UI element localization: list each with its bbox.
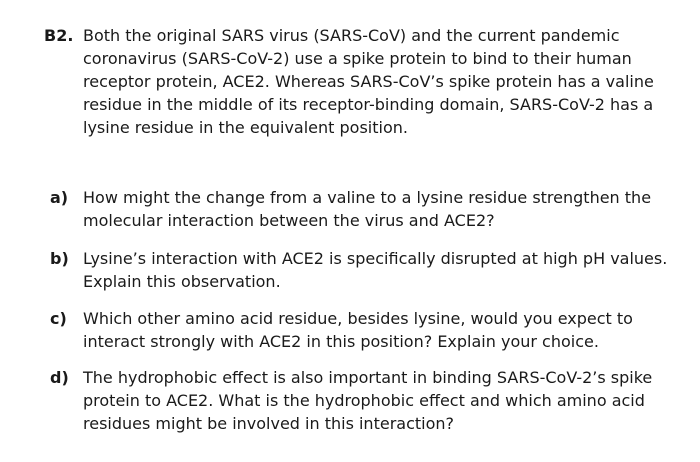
sub-question-label: c) (50, 309, 67, 328)
sub-question-a (44, 186, 684, 232)
sub-question-label: b) (50, 249, 69, 268)
question-stem: Both the original SARS virus (SARS-CoV) and the current pandemic coronavirus (SARS-CoV-2) use a spike protein to bind to their human receptor protein, ACE2. Whereas SARS-CoV’s spike protein has a valine residue in the middle of its receptor-binding domain, SARS-CoV-2 has a lysine residue in the equivalent position. (83, 26, 654, 137)
question-number: B2. (44, 26, 74, 45)
question-b2 (44, 24, 684, 139)
sub-question-b (44, 247, 684, 293)
sub-question-label: d) (50, 368, 69, 387)
sub-question-d (44, 366, 684, 435)
sub-question-text: How might the change from a valine to a lysine residue strengthen the molecular interaction between the virus and ACE2? (83, 188, 652, 230)
sub-question-text: Which other amino acid residue, besides lysine, would you expect to interact strongly with ACE2 in this position? Explain your choice. (83, 309, 633, 351)
sub-question-text: The hydrophobic effect is also important in binding SARS-CoV-2’s spike protein to ACE2. What is the hydrophobic effect and which amino acid residues might be involved in this interaction? (83, 368, 653, 433)
sub-question-label: a) (50, 188, 69, 207)
sub-question-text: Lysine’s interaction with ACE2 is specifically disrupted at high pH values. Explain this observation. (83, 249, 668, 291)
sub-question-c (44, 307, 684, 353)
